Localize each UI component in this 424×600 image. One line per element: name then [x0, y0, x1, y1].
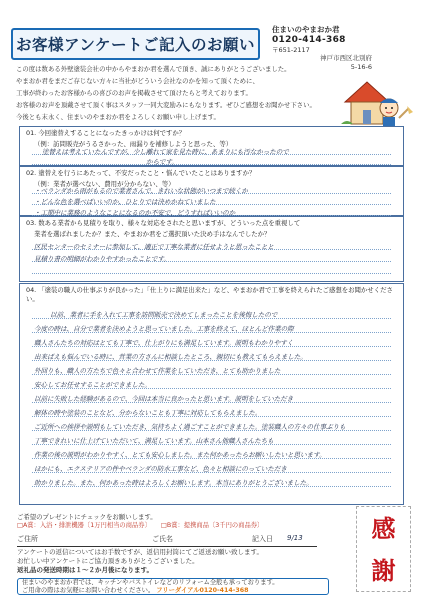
signature-line	[17, 531, 317, 547]
answer-text: 安心してお任せすることができました。	[34, 381, 151, 389]
intro-text	[16, 63, 346, 123]
question-label-1: 01. 今回塗替えすることになったきっかけは何ですか？	[26, 129, 186, 137]
thanks-char-1: 感	[371, 515, 396, 543]
name-label: ご氏名	[152, 535, 173, 543]
note-line: 返礼品の発送時期は１～２か月後になります。	[17, 566, 153, 574]
intro-line: お客様のお声を頂戴させて頂く事はスタッフ一同大変励みにもなります。ぜひご感想をお聞かせ下さい。	[16, 101, 316, 109]
intro-line: 工事が終わったお客様からの喜びのお声を掲載させて頂けたらと考えております。	[16, 89, 252, 97]
answer-text: ご近所への挨拶や説明もしていただき、気持ちよく過ごすことができました。塗装職人の方々の仕事ぶりも	[34, 423, 346, 431]
survey-title: お客様アンケートご記入のお願い	[15, 36, 256, 54]
answer-text: ・工期中に業務のようなことになるのか不安で、どうすればいいのか	[34, 209, 236, 217]
question-box-1	[19, 126, 404, 166]
answer-text: 塗替えは考えていたんですが、少し離れて家を見た時に、あまりにも汚なかったので	[42, 148, 289, 156]
answer-text: 区民センターのセミナーに参加して、適正で丁寧な業者に任せようと思ったことと	[34, 243, 274, 251]
footer-line-2: ご用命の際はお気軽にお問い合わせください。	[22, 586, 155, 594]
note-line: アンケートの返信についてはお手数ですが、返信用封筒にてご返送お願い致します。	[17, 548, 263, 556]
free-dial: フリーダイアル0120-414-368	[156, 586, 249, 594]
company-phone: 0120-414-368	[272, 34, 346, 45]
answer-text: ・どんな色を選べばいいのか、ひとりでは決めかねていました	[34, 198, 216, 206]
company-name: 住まいのやまおか君	[272, 25, 340, 34]
question-sub-2: （例：業者が選べない、費用が分からない、等）	[34, 179, 175, 188]
answer-text: 職人さんたちの対応はとても丁寧で、仕上がりにも満足しています。説明もわかりやすく	[34, 339, 294, 347]
answer-text: 助かりました。また、何かあった時はよろしくお願いします。本当にありがとうございました。	[34, 479, 313, 487]
survey-title-box	[11, 28, 260, 60]
footer-line-1: 住まいのやまおか君では、キッチンやバストイレなどのリフォーム全般も承っております。	[22, 579, 279, 586]
question-sub-3: 業者を選ばれましたか？また、やまおか君をご選択頂いた決め手はなんでしたか？	[34, 229, 271, 238]
question-box-3	[19, 216, 404, 282]
answer-text: ・ベランダから雨がもるので業者さんで、きれいな状態がいつまで続くか	[34, 187, 248, 195]
answer-text: 作業の後の説明がわかりやすく、とても安心しました。また何かあったらお願いしたいと思います。	[34, 451, 326, 459]
present-options	[17, 520, 263, 529]
present-option-a[interactable]: □A賞：入浴・排泄機器〔1万円相当の商品券〕	[17, 522, 151, 529]
intro-line: やまおか君をまだご存じない方々に当社がどういう会社なのかを知って頂くために、	[16, 77, 259, 85]
thanks-stamp	[356, 506, 411, 592]
answer-text: 外回りも、職人の方たちで色々と合わせて作業をしていただき、とても助かりました	[34, 367, 281, 375]
question-label-2: 02. 塗替えを行うにあたって、不安だったこと・悩んでいたことはありますか？	[26, 169, 256, 177]
company-address-1: 神戸市西区北別府	[320, 54, 372, 62]
question-box-4	[19, 283, 404, 505]
answer-text: からです。	[146, 158, 178, 166]
answer-text: 見積り書の明細がわかりやすかったことです。	[34, 255, 170, 263]
mascot-illustration	[337, 72, 415, 130]
note-line: お忙しい中アンケートにご協力頂きありがとうございました。	[17, 557, 199, 565]
date-value: 9/13	[287, 534, 303, 542]
present-instruction: ご希望のプレゼントにチェックをお願いします。	[17, 513, 157, 521]
answer-text: 丁寧できれいに仕上げていただいて、満足しています。山本さん他職人さんたちも	[34, 437, 274, 445]
answer-text: ほかにも、エクステリアの件やベランダの防水工事など、色々と相談にのっていただき	[34, 465, 287, 473]
answer-text: 出来ばえも悩んでいる時に、営業の方さんに相談したところ、親切にも教えてもらえました。	[34, 353, 307, 361]
answer-text: 解体の時や塗装のことなど、分からないことも丁寧に対応してもらえました。	[34, 409, 262, 417]
address-label: ご住所	[17, 535, 38, 543]
footer-box	[17, 578, 329, 595]
return-notes	[17, 548, 277, 575]
answer-text: 以前、業者に手を入れて工事を訪問販売で決めてしまったことを後悔したので	[50, 311, 278, 319]
present-option-b[interactable]: □B賞：提携商品〔3千円の商品券〕	[160, 522, 264, 529]
company-address-2: 5-16-6	[350, 62, 372, 71]
thanks-char-2: 謝	[371, 557, 396, 585]
question-label-3: 03. 数ある業者から見積りを取り、様々な対応をされたと思いますが、どういった点を重視して	[26, 219, 301, 227]
question-box-2	[19, 166, 404, 216]
company-postal: 〒651-2117	[272, 45, 310, 54]
date-label: 記入日	[252, 535, 273, 543]
answer-text: 以前に失敗した経験があるので、今回は本当に良かったと思います。説明をしていただき	[34, 395, 294, 403]
intro-line: この度は数ある外壁塗装会社の中からやまおか君を選んで頂き、誠にありがとうございました。	[16, 65, 291, 73]
intro-line: 今後とも末永く、住まいのやまおか君をよろしくお願い申し上げます。	[16, 113, 220, 121]
question-sub-1: （例：訪問販売がうるさかった、雨漏りを補修しようと思った、等）	[34, 139, 233, 148]
answer-text: 今度の時は、自分で業者を決めようと思っていました。工事を終えて、ほとんど作業の際	[34, 325, 294, 333]
question-label-4: 04. 「塗装の職人の仕事ぶりが良かった」「仕上りに満足出来た」など、やまおか君で工事を終えられたご感想をお聞かせください。	[26, 286, 393, 303]
